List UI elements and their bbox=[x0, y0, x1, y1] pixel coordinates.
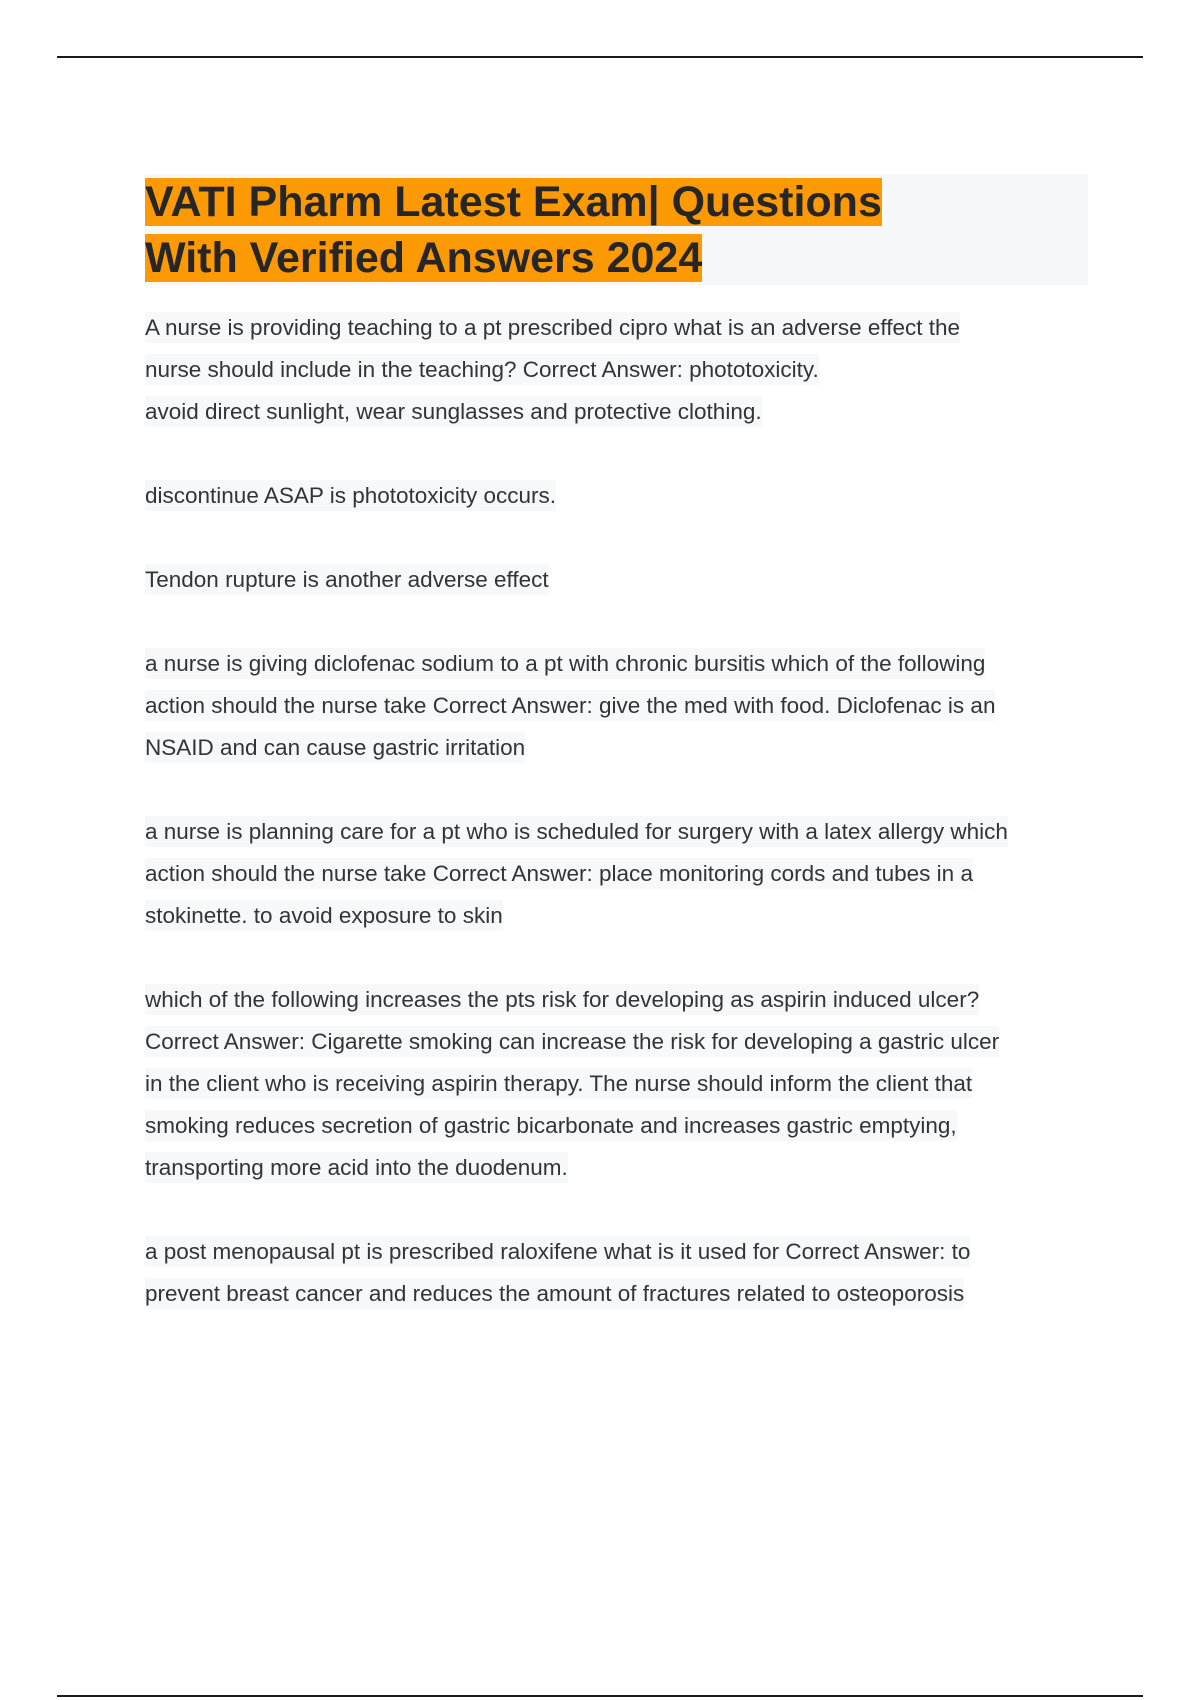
text-line: which of the following increases the pts risk for developing as aspirin induced ulcer? bbox=[145, 984, 979, 1015]
text-line: Tendon rupture is another adverse effect bbox=[145, 564, 549, 595]
title-block bbox=[145, 174, 1088, 285]
text-line: nurse should include in the teaching? Correct Answer: phototoxicity. bbox=[145, 354, 819, 385]
qa-paragraph-aspirin bbox=[145, 979, 1095, 1189]
text-line: a post menopausal pt is prescribed raloxifene what is it used for Correct Answer: to bbox=[145, 1236, 970, 1267]
document-title bbox=[145, 174, 1088, 286]
text-line: action should the nurse take Correct Answer: place monitoring cords and tubes in a bbox=[145, 858, 973, 889]
text-line: a nurse is planning care for a pt who is scheduled for surgery with a latex allergy which bbox=[145, 816, 1008, 847]
note-paragraph-tendon bbox=[145, 559, 1095, 601]
title-line-2: With Verified Answers 2024 bbox=[145, 234, 703, 282]
qa-paragraph-cipro bbox=[145, 307, 1095, 433]
bottom-rule bbox=[57, 1695, 1143, 1697]
text-line: A nurse is providing teaching to a pt prescribed cipro what is an adverse effect the bbox=[145, 312, 960, 343]
title-line-1: VATI Pharm Latest Exam| Questions bbox=[145, 178, 882, 226]
qa-paragraph-latex bbox=[145, 811, 1095, 937]
text-line: stokinette. to avoid exposure to skin bbox=[145, 900, 503, 931]
text-line: transporting more acid into the duodenum. bbox=[145, 1152, 568, 1183]
text-line: prevent breast cancer and reduces the amount of fractures related to osteoporosis bbox=[145, 1278, 964, 1309]
text-line: Correct Answer: Cigarette smoking can increase the risk for developing a gastric ulcer bbox=[145, 1026, 999, 1057]
text-line: NSAID and can cause gastric irritation bbox=[145, 732, 525, 763]
note-paragraph-discontinue bbox=[145, 475, 1095, 517]
text-line: action should the nurse take Correct Answer: give the med with food. Diclofenac is an bbox=[145, 690, 995, 721]
qa-paragraph-raloxifene bbox=[145, 1231, 1095, 1315]
text-line: in the client who is receiving aspirin therapy. The nurse should inform the client that bbox=[145, 1068, 972, 1099]
text-line: a nurse is giving diclofenac sodium to a pt with chronic bursitis which of the following bbox=[145, 648, 985, 679]
qa-paragraph-diclofenac bbox=[145, 643, 1095, 769]
top-rule bbox=[57, 56, 1143, 58]
text-line: discontinue ASAP is phototoxicity occurs. bbox=[145, 480, 556, 511]
document-body bbox=[145, 307, 1095, 1315]
text-line: avoid direct sunlight, wear sunglasses and protective clothing. bbox=[145, 396, 762, 427]
text-line: smoking reduces secretion of gastric bicarbonate and increases gastric emptying, bbox=[145, 1110, 957, 1141]
